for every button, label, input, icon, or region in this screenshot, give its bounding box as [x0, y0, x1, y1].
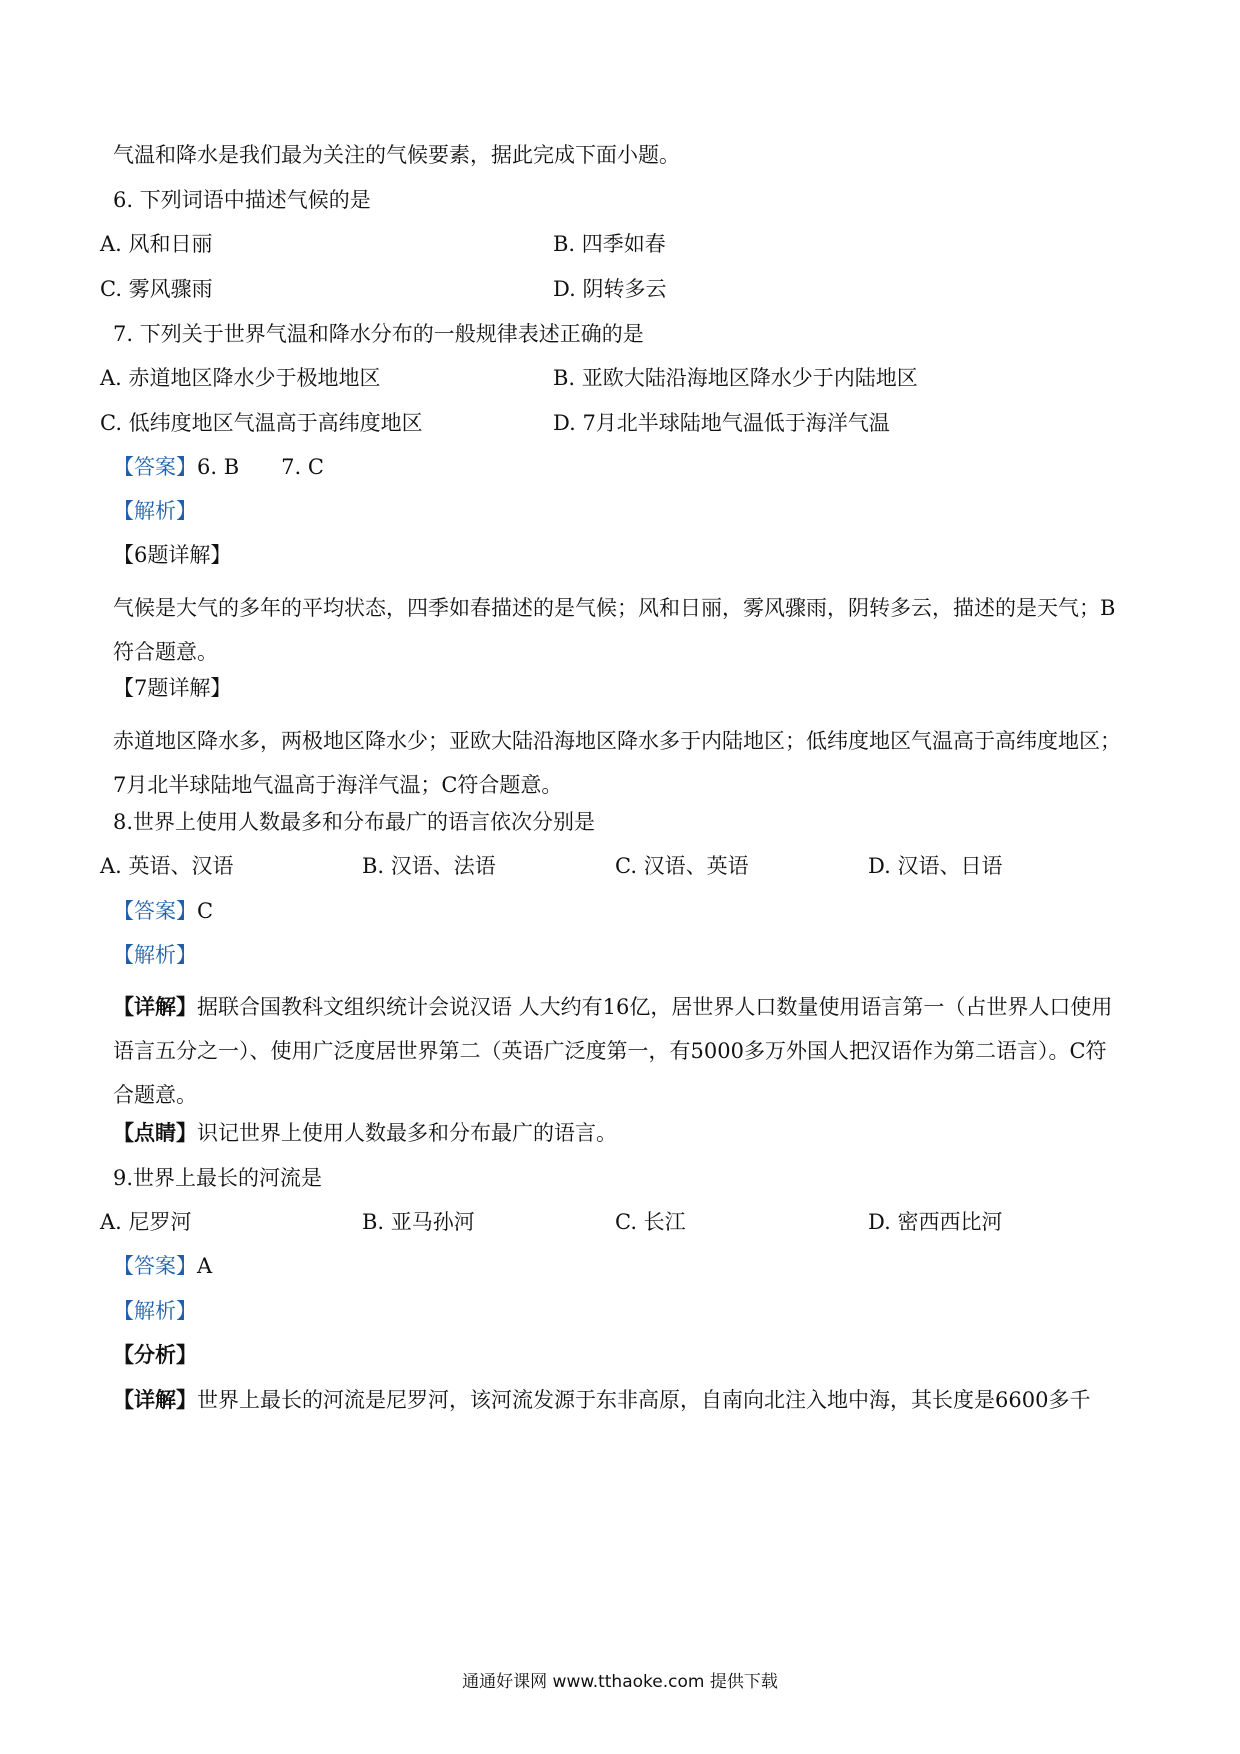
answer-6: 6. B: [197, 455, 240, 479]
q7-option-d: D. 7月北半球陆地气温低于海洋气温: [553, 411, 890, 435]
q9-option-c: C. 长江: [615, 1210, 686, 1234]
q8-option-b: B. 汉语、法语: [362, 854, 496, 878]
q9-answer: [113, 1252, 212, 1280]
answer-7: 7. C: [281, 455, 324, 479]
q6-option-b: B. 四季如春: [553, 232, 666, 256]
detail7-label: 【7题详解】: [113, 676, 232, 700]
q9-fenxi-label: 【分析】: [113, 1342, 197, 1367]
analysis-label-6-7: 【解析】: [113, 499, 197, 523]
q9-answer-value: A: [197, 1254, 213, 1278]
q6-stem: 6. 下列词语中描述气候的是: [113, 188, 371, 212]
q9-answer-label: 【答案】: [113, 1254, 197, 1278]
page-footer: 通通好课网 www.tthaoke.com 提供下载: [462, 1672, 778, 1692]
q9-detail-text: 世界上最长的河流是尼罗河，该河流发源于东非高原，自南向北注入地中海，其长度是6600多千: [197, 1388, 1091, 1412]
q9-detail-label: 【详解】: [113, 1387, 197, 1412]
q8-stem: 8.世界上使用人数最多和分布最广的语言依次分别是: [113, 810, 596, 834]
q9-stem: 9.世界上最长的河流是: [113, 1166, 323, 1190]
q9-option-d: D. 密西西比河: [868, 1210, 1003, 1234]
q8-detail: [113, 985, 1127, 1117]
q8-detail-text: 据联合国教科文组织统计会说汉语 人大约有16亿，居世界人口数量使用语言第一（占世界人口使用语言五分之一）、使用广泛度居世界第二（英语广泛度第一，有5000多万外国人把汉语作为第二语言）。C符合题意。: [113, 995, 1113, 1107]
detail6-label: 【6题详解】: [113, 543, 232, 567]
q8-answer-value: C: [197, 899, 214, 923]
intro-text: 气温和降水是我们最为关注的气候要素，据此完成下面小题。: [113, 143, 680, 167]
q7-option-a: A. 赤道地区降水少于极地地区: [100, 366, 381, 390]
q8-tip-label: 【点睛】: [113, 1120, 197, 1145]
q8-analysis-label: 【解析】: [113, 943, 197, 967]
q8-option-c: C. 汉语、英语: [615, 854, 749, 878]
q9-option-a: A. 尼罗河: [100, 1210, 192, 1234]
q8-answer: [113, 897, 213, 925]
q8-tip-text: 识记世界上使用人数最多和分布最广的语言。: [197, 1121, 617, 1145]
q9-detail: [113, 1386, 1090, 1414]
answer-label: 【答案】: [113, 455, 197, 479]
q7-stem: 7. 下列关于世界气温和降水分布的一般规律表述正确的是: [113, 322, 644, 346]
q6-option-c: C. 雾风骤雨: [100, 277, 213, 301]
detail6-text: 气候是大气的多年的平均状态，四季如春描述的是气候；风和日丽，雾风骤雨，阴转多云，描述的是天气；B符合题意。: [113, 596, 1116, 664]
q9-analysis-label: 【解析】: [113, 1299, 197, 1323]
q8-option-a: A. 英语、汉语: [100, 854, 234, 878]
q8-option-d: D. 汉语、日语: [868, 854, 1003, 878]
q7-option-b: B. 亚欧大陆沿海地区降水少于内陆地区: [553, 366, 918, 390]
q8-answer-label: 【答案】: [113, 899, 197, 923]
q9-option-b: B. 亚马孙河: [362, 1210, 475, 1234]
q8-tip: [113, 1119, 617, 1147]
q8-detail-label: 【详解】: [113, 994, 197, 1019]
answer-6-7: [113, 453, 324, 481]
detail7-text: 赤道地区降水多，两极地区降水少；亚欧大陆沿海地区降水多于内陆地区；低纬度地区气温高于高纬度地区；7月北半球陆地气温高于海洋气温；C符合题意。: [113, 729, 1121, 797]
q7-option-c: C. 低纬度地区气温高于高纬度地区: [100, 411, 423, 435]
q6-option-d: D. 阴转多云: [553, 277, 667, 301]
q6-option-a: A. 风和日丽: [100, 232, 213, 256]
